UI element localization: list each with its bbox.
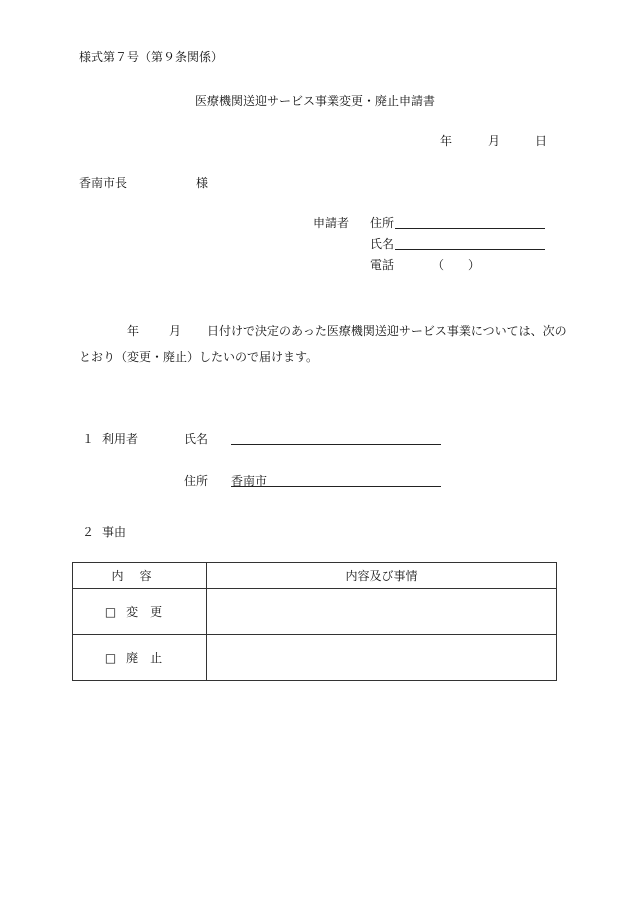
table-header-details: 内容及び事情 — [207, 563, 557, 589]
section2-label: 事由 — [102, 525, 127, 539]
addressee-honorific: 様 — [196, 176, 209, 190]
user-name-label: 氏名 — [184, 432, 209, 446]
user-address-label: 住所 — [184, 474, 209, 488]
checkbox-icon[interactable]: □ — [104, 605, 117, 619]
body-paragraph — [79, 318, 567, 370]
form-number: 様式第７号（第９条関係） — [79, 50, 224, 64]
applicant-name-field[interactable] — [395, 249, 545, 250]
applicant-address-field[interactable] — [395, 228, 545, 229]
checkbox-icon[interactable]: □ — [104, 651, 117, 665]
date-month: 月 — [488, 134, 501, 148]
option-change-label: 変更 — [126, 605, 175, 619]
date-year: 年 — [440, 134, 453, 148]
body-year: 年 — [127, 324, 140, 338]
table-row — [73, 635, 557, 681]
applicant-address-label: 住所 — [370, 216, 395, 230]
body-line1: 日付けで決定のあった医療機関送迎サービス事業については、次の — [207, 324, 567, 338]
section1-label: 利用者 — [102, 432, 139, 446]
applicant-phone-label: 電話 — [370, 258, 395, 272]
body-line2: とおり（変更・廃止）したいので届けます。 — [79, 350, 319, 364]
reason-table — [72, 562, 557, 681]
option-change[interactable] — [73, 589, 207, 635]
body-month: 月 — [169, 324, 182, 338]
user-address-prefix: 香南市 — [231, 474, 268, 488]
applicant-phone-parens[interactable]: （ ） — [432, 258, 481, 272]
section1-number: １ — [82, 432, 95, 446]
table-header-row — [73, 563, 557, 589]
form-title: 医療機関送迎サービス事業変更・廃止申請書 — [194, 94, 435, 108]
table-row — [73, 589, 557, 635]
abolish-details-cell[interactable] — [207, 635, 557, 681]
change-details-cell[interactable] — [207, 589, 557, 635]
option-abolish[interactable] — [73, 635, 207, 681]
applicant-label: 申請者 — [313, 216, 350, 230]
user-address-field[interactable] — [231, 486, 441, 487]
date-day: 日 — [535, 134, 548, 148]
option-abolish-label: 廃止 — [126, 651, 175, 665]
user-name-field[interactable] — [231, 444, 441, 445]
applicant-name-label: 氏名 — [370, 237, 395, 251]
addressee-name: 香南市長 — [79, 176, 128, 190]
table-header-content: 内容 — [73, 563, 207, 589]
section2-number: ２ — [82, 525, 95, 539]
